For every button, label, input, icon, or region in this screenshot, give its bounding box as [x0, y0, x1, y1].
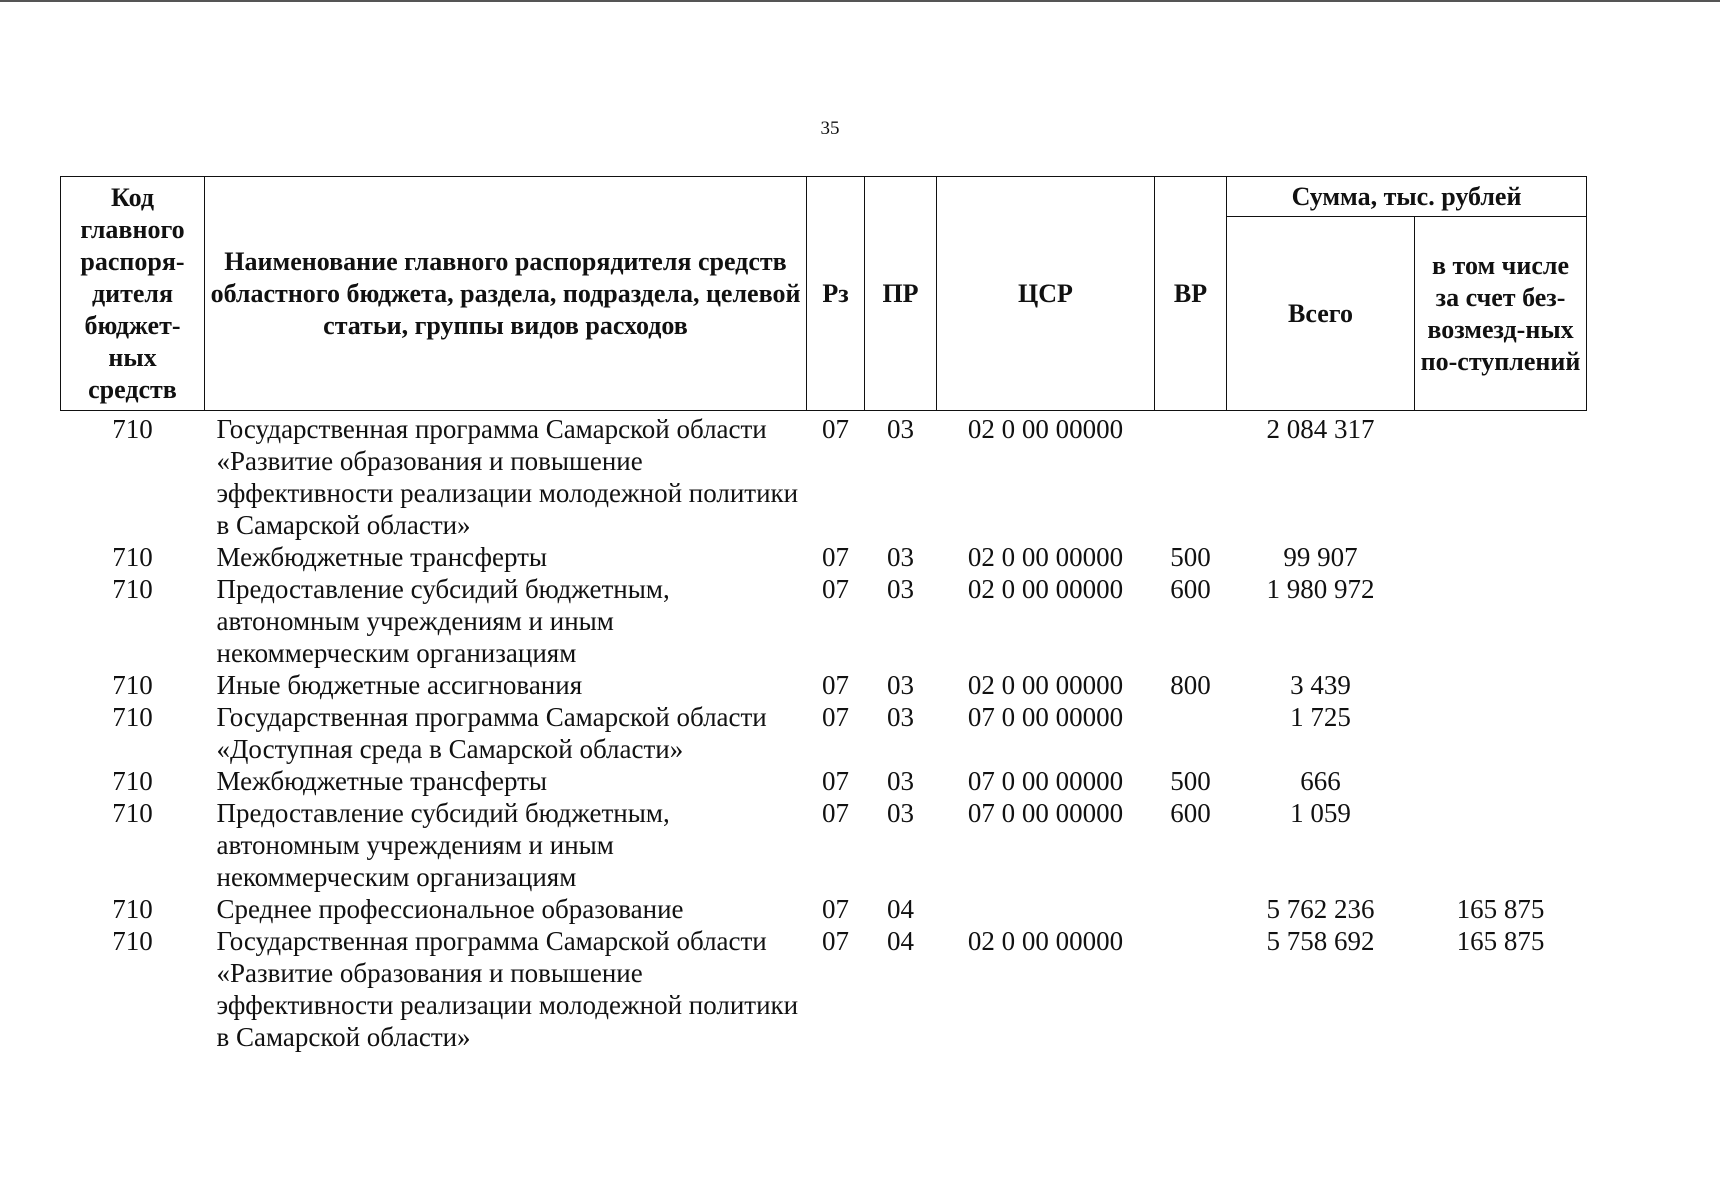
cell-vr: 500 — [1170, 766, 1211, 796]
cell-total: 666 — [1300, 766, 1341, 796]
table-row — [61, 701, 1587, 765]
cell-name: Предоставление субсидий бюджетным, автономным учреждениям и иным некоммерческим организациям — [216, 798, 670, 892]
cell-name: Государственная программа Самарской области «Развитие образования и повышение эффективности реализации молодежной политики в Самарской области» — [216, 414, 799, 540]
cell-total: 2 084 317 — [1266, 414, 1375, 444]
cell-pr: 03 — [887, 798, 914, 828]
cell-vr — [1155, 893, 1227, 925]
cell-csr: 02 0 00 00000 — [967, 542, 1124, 572]
header-rz: Рз — [807, 177, 865, 411]
cell-incl — [1415, 669, 1587, 701]
cell-rz: 07 — [822, 574, 849, 604]
header-code: Код главного распоря-дителя бюджет-ных средств — [61, 177, 205, 411]
top-rule — [0, 0, 1720, 2]
cell-csr — [937, 893, 1155, 925]
cell-vr: 800 — [1170, 670, 1211, 700]
cell-incl: 165 875 — [1456, 894, 1545, 924]
cell-rz: 07 — [822, 542, 849, 572]
cell-pr: 03 — [887, 766, 914, 796]
cell-code: 710 — [112, 542, 153, 572]
header-total: Всего — [1227, 217, 1415, 411]
cell-incl — [1415, 541, 1587, 573]
cell-pr: 03 — [887, 702, 914, 732]
header-sum-group: Сумма, тыс. рублей — [1227, 177, 1587, 217]
cell-rz: 07 — [822, 414, 849, 444]
table-row — [61, 925, 1587, 1053]
cell-code: 710 — [112, 702, 153, 732]
cell-csr: 07 0 00 00000 — [967, 798, 1124, 828]
cell-name: Государственная программа Самарской области «Развитие образования и повышение эффективности реализации молодежной политики в Самарской области» — [216, 926, 799, 1052]
cell-code: 710 — [112, 894, 153, 924]
cell-total: 5 758 692 — [1266, 926, 1375, 956]
cell-name: Иные бюджетные ассигнования — [216, 670, 583, 700]
cell-rz: 07 — [822, 798, 849, 828]
table-body — [61, 411, 1587, 1054]
cell-name: Среднее профессиональное образование — [216, 894, 684, 924]
cell-pr: 03 — [887, 414, 914, 444]
cell-total: 1 725 — [1290, 702, 1351, 732]
cell-code: 710 — [112, 414, 153, 444]
cell-pr: 03 — [887, 670, 914, 700]
cell-rz: 07 — [822, 894, 849, 924]
cell-pr: 04 — [887, 894, 914, 924]
budget-table — [60, 176, 1587, 1053]
cell-vr — [1155, 411, 1227, 542]
cell-vr: 500 — [1170, 542, 1211, 572]
cell-pr: 04 — [887, 926, 914, 956]
cell-code: 710 — [112, 926, 153, 956]
cell-name: Предоставление субсидий бюджетным, автономным учреждениям и иным некоммерческим организациям — [216, 574, 670, 668]
cell-csr: 02 0 00 00000 — [967, 414, 1124, 444]
cell-pr: 03 — [887, 574, 914, 604]
cell-total: 5 762 236 — [1266, 894, 1375, 924]
cell-total: 1 059 — [1290, 798, 1351, 828]
cell-csr: 02 0 00 00000 — [967, 670, 1124, 700]
cell-incl — [1415, 765, 1587, 797]
cell-vr: 600 — [1170, 798, 1211, 828]
cell-incl — [1415, 701, 1587, 765]
cell-incl: 165 875 — [1456, 926, 1545, 956]
cell-total: 99 907 — [1283, 542, 1358, 572]
cell-rz: 07 — [822, 766, 849, 796]
header-name: Наименование главного распорядителя средств областного бюджета, раздела, подраздела, целевой статьи, группы видов расходов — [205, 177, 807, 411]
cell-code: 710 — [112, 766, 153, 796]
cell-name: Межбюджетные трансферты — [216, 542, 548, 572]
header-incl: в том числе за счет без-возмезд-ных по-ступлений — [1415, 217, 1587, 411]
cell-pr: 03 — [887, 542, 914, 572]
cell-name: Государственная программа Самарской области «Доступная среда в Самарской области» — [216, 702, 767, 764]
cell-csr: 07 0 00 00000 — [967, 702, 1124, 732]
cell-rz: 07 — [822, 702, 849, 732]
cell-code: 710 — [112, 670, 153, 700]
header-csr: ЦСР — [937, 177, 1155, 411]
cell-csr: 02 0 00 00000 — [967, 926, 1124, 956]
header-pr: ПР — [865, 177, 937, 411]
cell-vr — [1155, 925, 1227, 1053]
cell-code: 710 — [112, 574, 153, 604]
cell-incl — [1415, 573, 1587, 669]
table-row — [61, 797, 1587, 893]
cell-name: Межбюджетные трансферты — [216, 766, 548, 796]
table-row — [61, 669, 1587, 701]
cell-csr: 07 0 00 00000 — [967, 766, 1124, 796]
cell-total: 3 439 — [1290, 670, 1351, 700]
cell-rz: 07 — [822, 926, 849, 956]
cell-rz: 07 — [822, 670, 849, 700]
cell-incl — [1415, 411, 1587, 542]
table-row — [61, 765, 1587, 797]
page-number: 35 — [820, 118, 840, 139]
table-row — [61, 541, 1587, 573]
table-row — [61, 893, 1587, 925]
cell-code: 710 — [112, 798, 153, 828]
cell-incl — [1415, 797, 1587, 893]
cell-csr: 02 0 00 00000 — [967, 574, 1124, 604]
cell-vr — [1155, 701, 1227, 765]
cell-total: 1 980 972 — [1266, 574, 1375, 604]
cell-vr: 600 — [1170, 574, 1211, 604]
table-row — [61, 573, 1587, 669]
header-vr: ВР — [1155, 177, 1227, 411]
table-row — [61, 411, 1587, 542]
